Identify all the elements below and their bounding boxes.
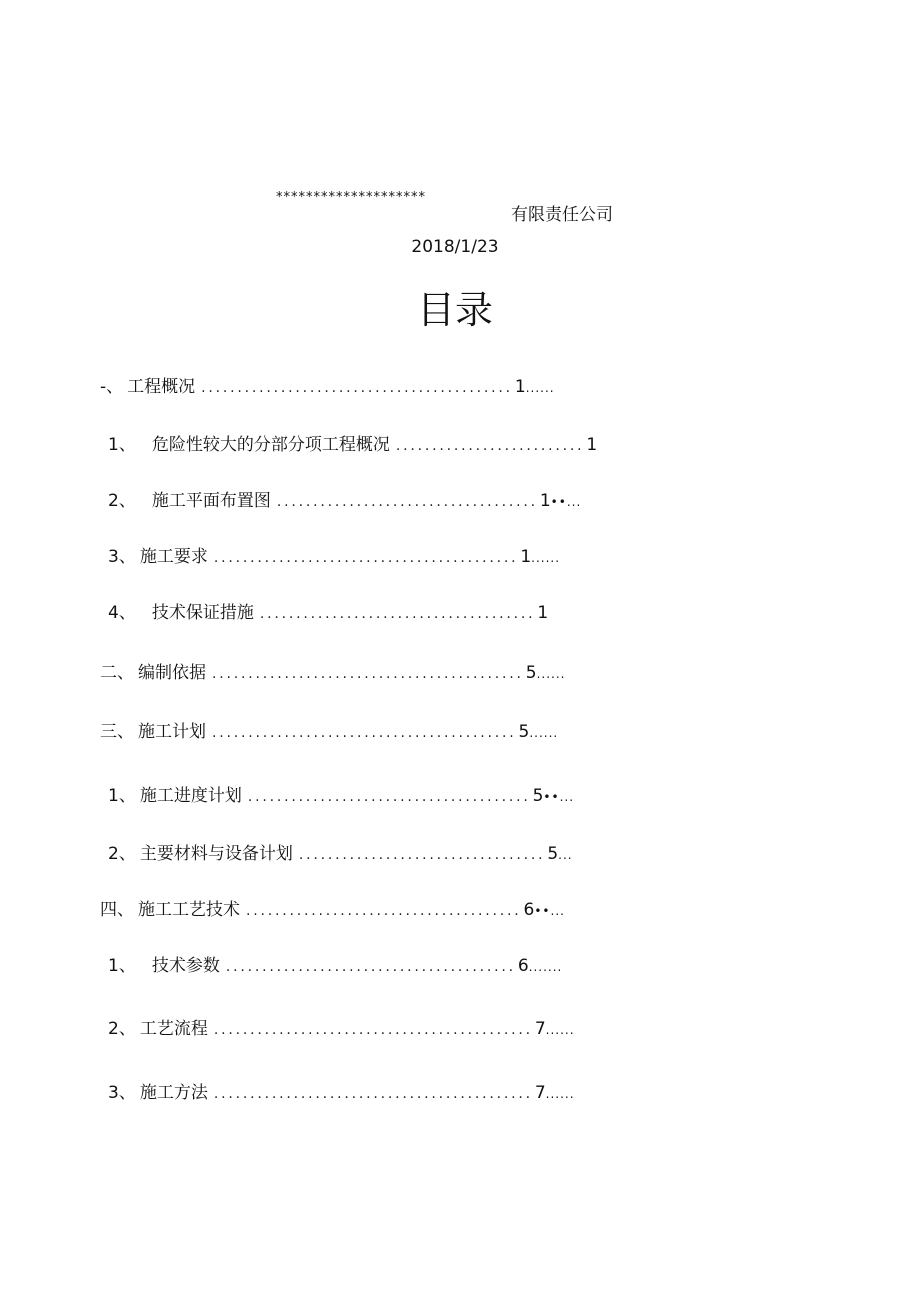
toc-entry[interactable] bbox=[108, 488, 581, 514]
toc-entry-title: 施工平面布置图 bbox=[151, 491, 271, 511]
redacted-name-stars: ******************** bbox=[276, 190, 426, 205]
toc-page-number: 1 bbox=[514, 377, 526, 397]
toc-entry-title: 技术保证措施 bbox=[151, 603, 254, 623]
toc-entry-title: 施工计划 bbox=[138, 722, 206, 742]
toc-entry[interactable] bbox=[108, 600, 548, 626]
toc-page-number: 1 bbox=[520, 547, 532, 567]
toc-trailing-dots: ••... bbox=[534, 904, 565, 918]
toc-dot-leader: ........................................... bbox=[212, 666, 524, 682]
toc-entry[interactable] bbox=[108, 432, 597, 458]
toc-entry-number: 1、 bbox=[108, 786, 136, 806]
toc-dot-leader: .......................... bbox=[395, 438, 585, 454]
toc-page-number: 5 bbox=[547, 844, 559, 864]
toc-entry-number: 1、 bbox=[108, 435, 136, 455]
toc-page-number: 6 bbox=[523, 900, 535, 920]
toc-page-number: 1 bbox=[537, 603, 549, 623]
toc-dot-leader: ........................................... bbox=[201, 380, 513, 396]
toc-entry-title: 施工工艺技术 bbox=[138, 900, 240, 920]
toc-dot-leader: ...................................... bbox=[246, 903, 522, 919]
toc-entry-number: 1、 bbox=[108, 956, 136, 976]
toc-entry-title: 工程概况 bbox=[127, 377, 196, 397]
toc-entry[interactable] bbox=[108, 1016, 575, 1042]
toc-page-number: 7 bbox=[534, 1019, 546, 1039]
toc-page-number: 1 bbox=[539, 491, 551, 511]
toc-trailing-dots: ••... bbox=[550, 495, 582, 509]
toc-entry[interactable] bbox=[108, 953, 562, 979]
toc-trailing-dots: ...... bbox=[545, 1023, 575, 1037]
toc-trailing-dots: ...... bbox=[529, 726, 559, 740]
toc-entry-number: 四、 bbox=[100, 900, 134, 920]
document-date: 2018/1/23 bbox=[411, 237, 499, 257]
toc-page-number: 5 bbox=[532, 786, 544, 806]
toc-entry-number: 2、 bbox=[108, 844, 136, 864]
toc-entry[interactable] bbox=[100, 719, 558, 745]
toc-page-number: 6 bbox=[517, 956, 529, 976]
page-title: 目录 bbox=[416, 288, 493, 332]
toc-page-number: 1 bbox=[586, 435, 598, 455]
toc-trailing-dots: ....... bbox=[528, 960, 563, 974]
toc-entry[interactable] bbox=[100, 897, 565, 923]
toc-trailing-dots: ••... bbox=[543, 790, 575, 804]
toc-page-number: 7 bbox=[534, 1083, 546, 1103]
toc-trailing-dots: ... bbox=[558, 848, 573, 862]
toc-entry-number: 3、 bbox=[108, 1083, 136, 1103]
toc-dot-leader: ............................................ bbox=[213, 1086, 533, 1102]
company-suffix: 有限责任公司 bbox=[511, 205, 613, 225]
toc-entry-number: 3、 bbox=[108, 547, 136, 567]
toc-dot-leader: .......................................... bbox=[213, 550, 519, 566]
toc-entry-number: 2、 bbox=[108, 1019, 136, 1039]
toc-trailing-dots: ...... bbox=[525, 381, 555, 395]
toc-dot-leader: ....................................... bbox=[247, 789, 531, 805]
toc-trailing-dots: ...... bbox=[536, 667, 566, 681]
toc-entry[interactable] bbox=[108, 783, 574, 809]
toc-dot-leader: .................................... bbox=[276, 494, 538, 510]
toc-entry-title: 编制依据 bbox=[138, 663, 206, 683]
toc-entry-number: -、 bbox=[100, 377, 124, 397]
toc-entry[interactable] bbox=[108, 544, 560, 570]
toc-entry[interactable] bbox=[100, 374, 555, 400]
toc-dot-leader: ...................................... bbox=[259, 606, 536, 622]
toc-entry-number: 二、 bbox=[100, 663, 134, 683]
toc-dot-leader: ........................................ bbox=[225, 959, 516, 975]
toc-entry[interactable] bbox=[108, 1080, 575, 1106]
toc-entry-number: 4、 bbox=[108, 603, 136, 623]
toc-entry-number: 三、 bbox=[100, 722, 134, 742]
toc-dot-leader: .................................. bbox=[298, 847, 546, 863]
toc-dot-leader: ............................................ bbox=[213, 1022, 533, 1038]
toc-entry[interactable] bbox=[100, 660, 565, 686]
toc-entry-title: 工艺流程 bbox=[139, 1019, 208, 1039]
toc-trailing-dots: ...... bbox=[531, 551, 561, 565]
toc-page-number: 5 bbox=[518, 722, 530, 742]
toc-entry-title: 危险性较大的分部分项工程概况 bbox=[151, 435, 390, 455]
toc-page-number: 5 bbox=[525, 663, 537, 683]
toc-entry-number: 2、 bbox=[108, 491, 136, 511]
toc-entry-title: 施工方法 bbox=[139, 1083, 208, 1103]
toc-entry-title: 主要材料与设备计划 bbox=[139, 844, 293, 864]
toc-entry-title: 技术参数 bbox=[151, 956, 220, 976]
toc-entry[interactable] bbox=[108, 841, 573, 867]
toc-trailing-dots: ...... bbox=[545, 1087, 575, 1101]
toc-entry-title: 施工进度计划 bbox=[139, 786, 242, 806]
toc-entry-title: 施工要求 bbox=[139, 547, 208, 567]
toc-dot-leader: .......................................... bbox=[212, 725, 517, 741]
